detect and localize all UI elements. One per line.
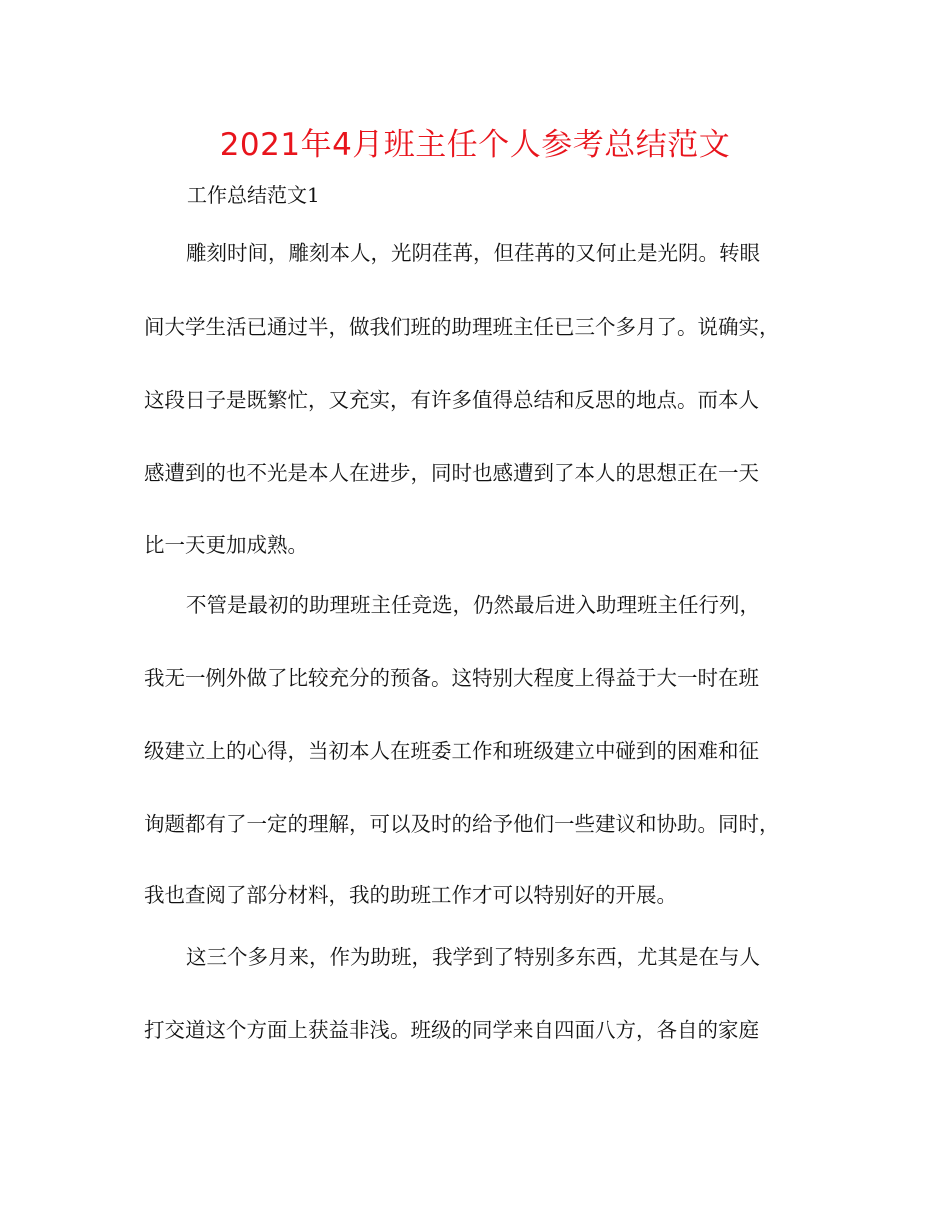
paragraph-line: 询题都有了一定的理解，可以及时的给予他们一些建议和协助。同时，: [144, 812, 780, 836]
paragraph-line: 这段日子是既繁忙，又充实，有许多值得总结和反思的地点。而本人: [144, 388, 759, 412]
paragraph-line: 我无一例外做了比较充分的预备。这特别大程度上得益于大一时在班: [144, 666, 759, 690]
paragraph-line: 间大学生活已通过半，做我们班的助理班主任已三个多月了。说确实，: [144, 315, 780, 339]
document-title: 2021年4月班主任个人参考总结范文: [219, 127, 731, 163]
paragraph-line: 比一天更加成熟。: [144, 533, 308, 557]
paragraph-line: 打交道这个方面上获益非浅。班级的同学来自四面八方，各自的家庭: [144, 1018, 759, 1042]
paragraph-line: 这三个多月来，作为助班，我学到了特别多东西，尤其是在与人: [186, 945, 760, 969]
paragraph-line: 级建立上的心得，当初本人在班委工作和班级建立中碰到的困难和征: [144, 739, 759, 763]
paragraph-line: 不管是最初的助理班主任竞选，仍然最后进入助理班主任行列，: [186, 593, 760, 617]
paragraph-line: 我也查阅了部分材料，我的助班工作才可以特别好的开展。: [144, 883, 677, 907]
paragraph-line: 雕刻时间，雕刻本人，光阴荏苒，但荏苒的又何止是光阴。转眼: [186, 241, 760, 265]
paragraph-line: 感遭到的也不光是本人在进步，同时也感遭到了本人的思想正在一天: [144, 461, 759, 485]
document-subtitle: 工作总结范文1: [187, 183, 320, 207]
